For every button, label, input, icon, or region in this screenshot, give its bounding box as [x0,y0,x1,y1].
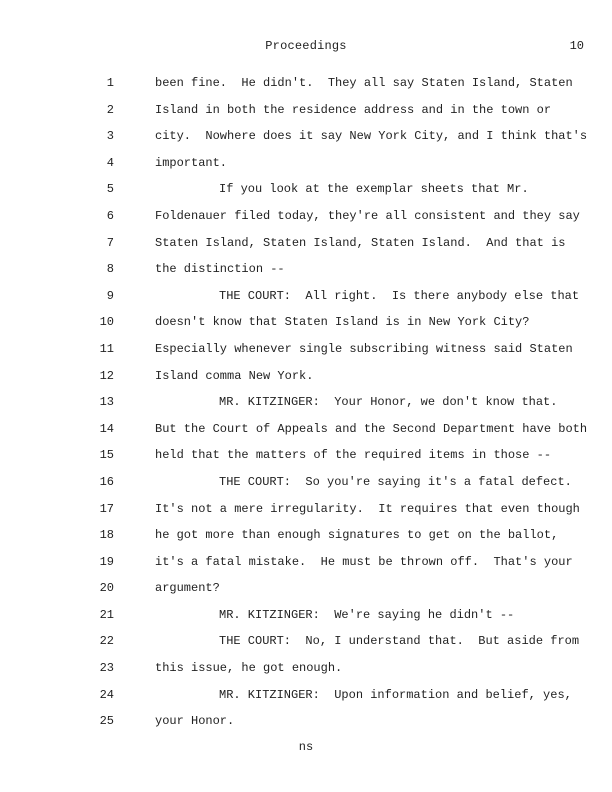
line-text: he got more than enough signatures to get on the ballot, [155,528,559,543]
line-text: it's a fatal mistake. He must be thrown off. That's your [155,554,573,569]
line-text: If you look at the exemplar sheets that Mr. [219,182,529,197]
line-number: 24 [99,687,114,702]
transcript-line [0,527,612,554]
transcript-line [0,155,612,182]
reporter-initials: ns [298,740,314,754]
line-number: 3 [106,129,114,144]
transcript-line [0,687,612,714]
line-text: MR. KITZINGER: Upon information and belief, yes, [219,687,572,702]
transcript-line [0,128,612,155]
line-text: MR. KITZINGER: We're saying he didn't -- [219,607,515,622]
transcript-line [0,181,612,208]
transcript-line [0,288,612,315]
line-text: THE COURT: No, I understand that. But aside from [219,634,580,649]
line-number: 25 [99,714,114,729]
line-text: But the Court of Appeals and the Second Department have both [155,421,588,436]
line-number: 7 [106,235,114,250]
line-number: 6 [106,208,114,223]
line-number: 10 [99,315,114,330]
transcript-body [0,75,612,740]
line-number: 9 [106,288,114,303]
transcript-line [0,633,612,660]
line-number: 13 [99,395,114,410]
line-number: 17 [99,501,114,516]
transcript-line [0,341,612,368]
line-number: 14 [99,421,114,436]
transcript-line [0,501,612,528]
line-number: 12 [99,368,114,383]
line-text: important. [155,155,228,170]
line-number: 20 [99,581,114,596]
line-text: Island comma New York. [155,368,314,383]
line-number: 22 [99,634,114,649]
transcript-line [0,607,612,634]
line-number: 15 [99,448,114,463]
transcript-line [0,102,612,129]
line-number: 21 [99,607,114,622]
line-text: this issue, he got enough. [155,661,343,676]
line-text: your Honor. [155,714,235,729]
page-number: 10 [569,39,584,53]
line-number: 2 [106,102,114,117]
transcript-line [0,713,612,740]
line-text: Especially whenever single subscribing witness said Staten [155,341,573,356]
line-text: Foldenauer filed today, they're all consistent and they say [155,208,580,223]
page-title: Proceedings [265,39,347,53]
line-number: 11 [99,341,114,356]
transcript-line [0,554,612,581]
transcript-line [0,261,612,288]
transcript-line [0,474,612,501]
transcript-line [0,447,612,474]
line-text: Staten Island, Staten Island, Staten Island. And that is [155,235,566,250]
line-number: 16 [99,474,114,489]
line-text: MR. KITZINGER: Your Honor, we don't know that. [219,395,558,410]
transcript-line [0,421,612,448]
transcript-line [0,208,612,235]
line-number: 23 [99,661,114,676]
line-text: the distinction -- [155,262,285,277]
line-number: 19 [99,554,114,569]
transcript-line [0,75,612,102]
line-number: 1 [106,76,114,90]
line-number: 5 [106,182,114,197]
transcript-line [0,660,612,687]
line-text: Island in both the residence address and in the town or [155,102,552,117]
line-number: 4 [106,155,114,170]
line-text: been fine. He didn't. They all say Staten Island, Staten [155,76,573,90]
line-number: 18 [99,528,114,543]
line-text: THE COURT: So you're saying it's a fatal defect. [219,474,572,489]
transcript-line [0,580,612,607]
line-text: held that the matters of the required items in those -- [155,448,552,463]
line-text: city. Nowhere does it say New York City, and I think that's [155,129,588,144]
line-text: THE COURT: All right. Is there anybody else that [219,288,580,303]
transcript-line [0,314,612,341]
transcript-line [0,235,612,262]
line-text: doesn't know that Staten Island is in New York City? [155,315,530,330]
line-number: 8 [106,262,114,277]
transcript-line [0,368,612,395]
line-text: It's not a mere irregularity. It requires that even though [155,501,580,516]
line-text: argument? [155,581,220,596]
transcript-line [0,394,612,421]
